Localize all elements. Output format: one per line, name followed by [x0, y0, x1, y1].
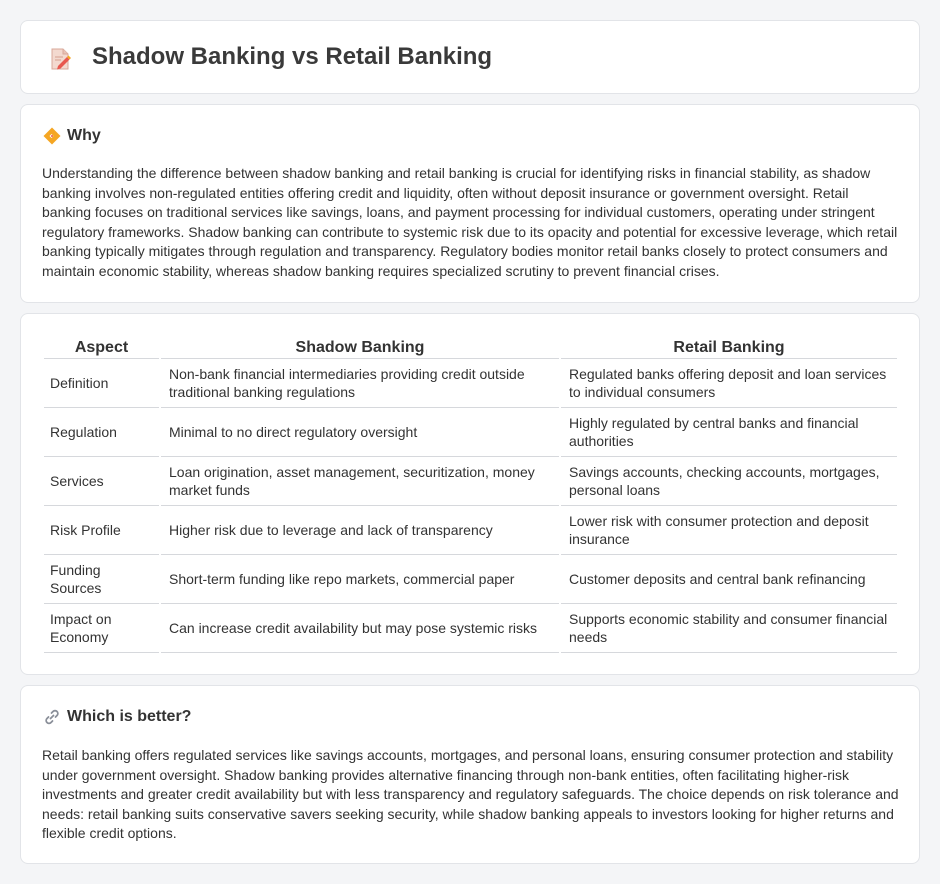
- diamond-signal-icon: [43, 127, 61, 145]
- better-text: Retail banking offers regulated services like savings accounts, mortgages, and personal loans, ensuring consumer protection and stability under government oversight. Shadow banking provides alternative financing through non-bank entities, often facilitating higher-risk investments and greater credit availability but with less transparency and regulatory safeguards. The choice depends on risk tolerance and needs: retail banking suits conservative savers seeking security, while shadow banking appeals to investors looking for higher returns and flexible credit options.: [42, 747, 899, 841]
- better-heading-label: Which is better?: [67, 708, 192, 725]
- retail-cell: Savings accounts, checking accounts, mortgages, personal loans: [561, 457, 897, 506]
- why-heading-label: Why: [67, 127, 101, 144]
- table-header-row: [44, 333, 897, 359]
- document-pencil-icon: [47, 46, 73, 72]
- why-heading: [43, 127, 101, 145]
- link-icon: [43, 708, 61, 726]
- aspect-cell: Definition: [44, 359, 159, 408]
- aspect-cell: Risk Profile: [44, 506, 159, 555]
- aspect-cell: Funding Sources: [44, 555, 159, 604]
- title-card: [20, 20, 920, 94]
- comparison-table-card: [20, 313, 920, 675]
- shadow-cell: Short-term funding like repo markets, commercial paper: [161, 555, 559, 604]
- page-title: Shadow Banking vs Retail Banking: [92, 43, 493, 70]
- retail-cell: Supports economic stability and consumer financial needs: [561, 604, 897, 653]
- retail-cell: Lower risk with consumer protection and deposit insurance: [561, 506, 897, 555]
- shadow-cell: Minimal to no direct regulatory oversight: [161, 408, 559, 457]
- shadow-cell: Non-bank financial intermediaries providing credit outside traditional banking regulations: [161, 359, 559, 408]
- table-row: [44, 457, 897, 506]
- retail-cell: Customer deposits and central bank refinancing: [561, 555, 897, 604]
- table-row: [44, 506, 897, 555]
- shadow-cell: Loan origination, asset management, securitization, money market funds: [161, 457, 559, 506]
- aspect-cell: Impact on Economy: [44, 604, 159, 653]
- comparison-table: [42, 333, 899, 653]
- aspect-cell: Regulation: [44, 408, 159, 457]
- which-is-better-section: [20, 685, 920, 864]
- table-row: [44, 408, 897, 457]
- aspect-cell: Services: [44, 457, 159, 506]
- why-section: [20, 104, 920, 303]
- header-retail-banking: Retail Banking: [561, 333, 897, 359]
- retail-cell: Regulated banks offering deposit and loan services to individual consumers: [561, 359, 897, 408]
- better-heading: [43, 708, 191, 726]
- table-row: [44, 555, 897, 604]
- table-row: [44, 604, 897, 653]
- shadow-cell: Higher risk due to leverage and lack of transparency: [161, 506, 559, 555]
- shadow-cell: Can increase credit availability but may pose systemic risks: [161, 604, 559, 653]
- retail-cell: Highly regulated by central banks and financial authorities: [561, 408, 897, 457]
- why-text: Understanding the difference between shadow banking and retail banking is crucial for identifying risks in financial stability, as shadow banking involves non-regulated entities offering credit and liquidity, often without deposit insurance or government oversight. Retail banking focuses on traditional services like savings, loans, and payment processing for individual customers, operating under stringent regulatory frameworks. Shadow banking can contribute to systemic risk due to its opacity and potential for excessive leverage, which retail banking typically mitigates through regulation and transparency. Regulatory bodies monitor retail banks closely to protect consumers and maintain economic stability, whereas shadow banking requires specialized scrutiny to prevent financial crises.: [42, 165, 898, 279]
- header-shadow-banking: Shadow Banking: [161, 333, 559, 359]
- header-aspect: Aspect: [44, 333, 159, 359]
- table-row: [44, 359, 897, 408]
